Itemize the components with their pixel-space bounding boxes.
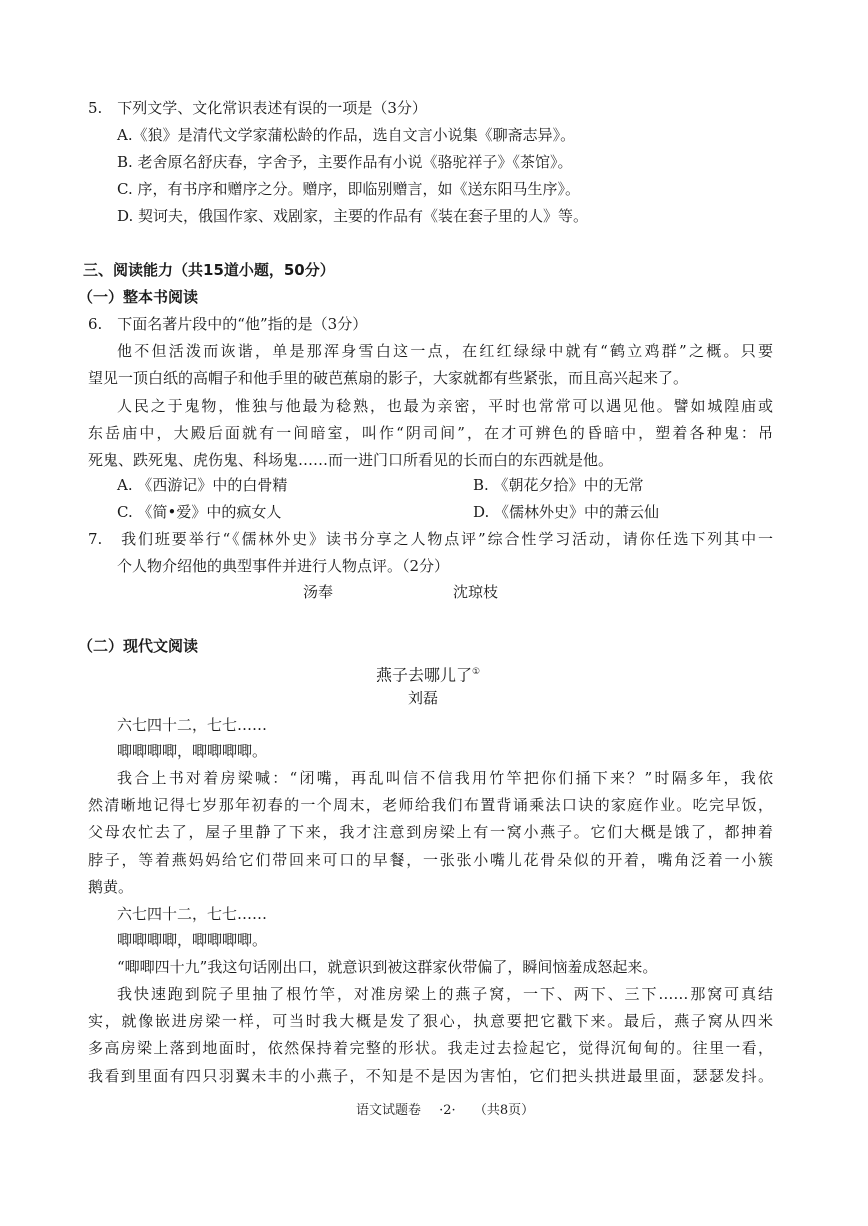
q7-choice: 汤奉 (303, 583, 334, 601)
q6-stem: 6. 下面名著片段中的“他”指的是（3分） (88, 315, 368, 333)
q5-stem: 5. 下列文学、文化常识表述有误的一项是（3分） (88, 99, 427, 117)
footer-page-number: ·2· (439, 1103, 456, 1118)
q6-passage-line: 他不但活泼而诙谐，单是那浑身雪白这一点，在红红绿绿中就有“鹤立鸡群”之概。只要 (117, 342, 773, 360)
article-paragraph: 六七四十二，七七…… (117, 716, 268, 734)
footer-label: 语文试题卷 (356, 1103, 422, 1118)
q5-option-c: C. 序，有书序和赠序之分。赠序，即临别赠言，如《送东阳马生序》。 (117, 180, 580, 198)
footnote-marker: ① (472, 667, 481, 677)
article-line: 实，就像嵌进房梁一样，可当时我大概是发了狠心，执意要把它戳下来。最后，燕子窝从四米 (88, 1012, 773, 1030)
article-line: 父母农忙去了，屋子里静了下来，我才注意到房梁上有一窝小燕子。它们大概是饿了，都抻着 (88, 823, 773, 841)
part2-heading: （二）现代文阅读 (78, 637, 199, 655)
article-paragraph: 六七四十二，七七…… (117, 905, 268, 923)
page-footer (356, 1101, 534, 1121)
section-heading: 三、阅读能力（共15道小题，50分） (83, 261, 335, 279)
q6-option-d: D. 《儒林外史》中的萧云仙 (473, 503, 660, 521)
q6-option-b: B. 《朝花夕拾》中的无常 (473, 476, 644, 494)
article-line: 鹅黄。 (88, 878, 134, 896)
article-paragraph: 唧唧唧唧，唧唧唧唧。 (117, 742, 268, 760)
article-line: 脖子，等着燕妈妈给它们带回来可口的早餐，一张张小嘴儿花骨朵似的开着，嘴角泛着一小簇 (88, 851, 773, 869)
article-line: 我快速跑到院子里抽了根竹竿，对准房梁上的燕子窝，一下、两下、三下……那窝可真结 (117, 985, 773, 1003)
q7-stem-line1: 7. 我们班要举行“《儒林外史》读书分享之人物点评”综合性学习活动，请你任选下列其中一 (88, 530, 773, 548)
q6-passage-line: 人民之于鬼物，惟独与他最为稔熟，也最为亲密，平时也常常可以遇见他。譬如城隍庙或 (117, 397, 773, 415)
q6-passage-line: 东岳庙中，大殿后面就有一间暗室，叫作“阴司间”，在才可辨色的昏暗中，塑着各种鬼：吊 (88, 424, 773, 442)
q7-choice: 沈琼枝 (453, 583, 499, 601)
q5-option-a: A.《狼》是清代文学家蒲松龄的作品，选自文言小说集《聊斋志异》。 (117, 126, 576, 144)
part1-heading: （一）整本书阅读 (78, 288, 199, 306)
article-line: 我看到里面有四只羽翼未丰的小燕子，不知是不是因为害怕，它们把头拱进最里面，瑟瑟发抖。 (88, 1067, 773, 1085)
q6-option-a: A. 《西游记》中的白骨精 (117, 476, 288, 494)
q5-option-d: D. 契诃夫，俄国作家、戏剧家，主要的作品有《装在套子里的人》等。 (117, 207, 589, 225)
q7-stem-line2: 个人物介绍他的典型事件并进行人物点评。（2分） (117, 557, 450, 575)
article-line: 然清晰地记得七岁那年初春的一个周末，老师给我们布置背诵乘法口诀的家庭作业。吃完早饭， (88, 796, 773, 814)
article-author: 刘磊 (408, 689, 439, 707)
q6-passage-line: 望见一顶白纸的高帽子和他手里的破芭蕉扇的影子，大家就都有些紧张，而且高兴起来了。 (88, 369, 689, 387)
article-line: 我合上书对着房梁喊：“闭嘴，再乱叫信不信我用竹竿把你们捅下来？”时隔多年，我依 (117, 769, 773, 787)
article-line: 多高房梁上落到地面时，依然保持着完整的形状。我走过去捡起它，觉得沉甸甸的。往里一看， (88, 1039, 773, 1057)
article-title: 燕子去哪儿了① (376, 665, 481, 685)
q5-option-b: B. 老舍原名舒庆春，字舍予，主要作品有小说《骆驼祥子》《茶馆》。 (117, 153, 573, 171)
q6-option-c: C. 《简•爱》中的疯女人 (117, 503, 282, 521)
article-paragraph: 唧唧唧唧，唧唧唧唧。 (117, 931, 268, 949)
q6-passage-line: 死鬼、跌死鬼、虎伤鬼、科场鬼……而一进门口所看见的长而白的东西就是他。 (88, 451, 614, 469)
footer-total-pages: （共8页） (473, 1103, 535, 1118)
article-paragraph: “唧唧四十九”我这句话刚出口，就意识到被这群家伙带偏了，瞬间恼羞成怒起来。 (117, 958, 658, 976)
